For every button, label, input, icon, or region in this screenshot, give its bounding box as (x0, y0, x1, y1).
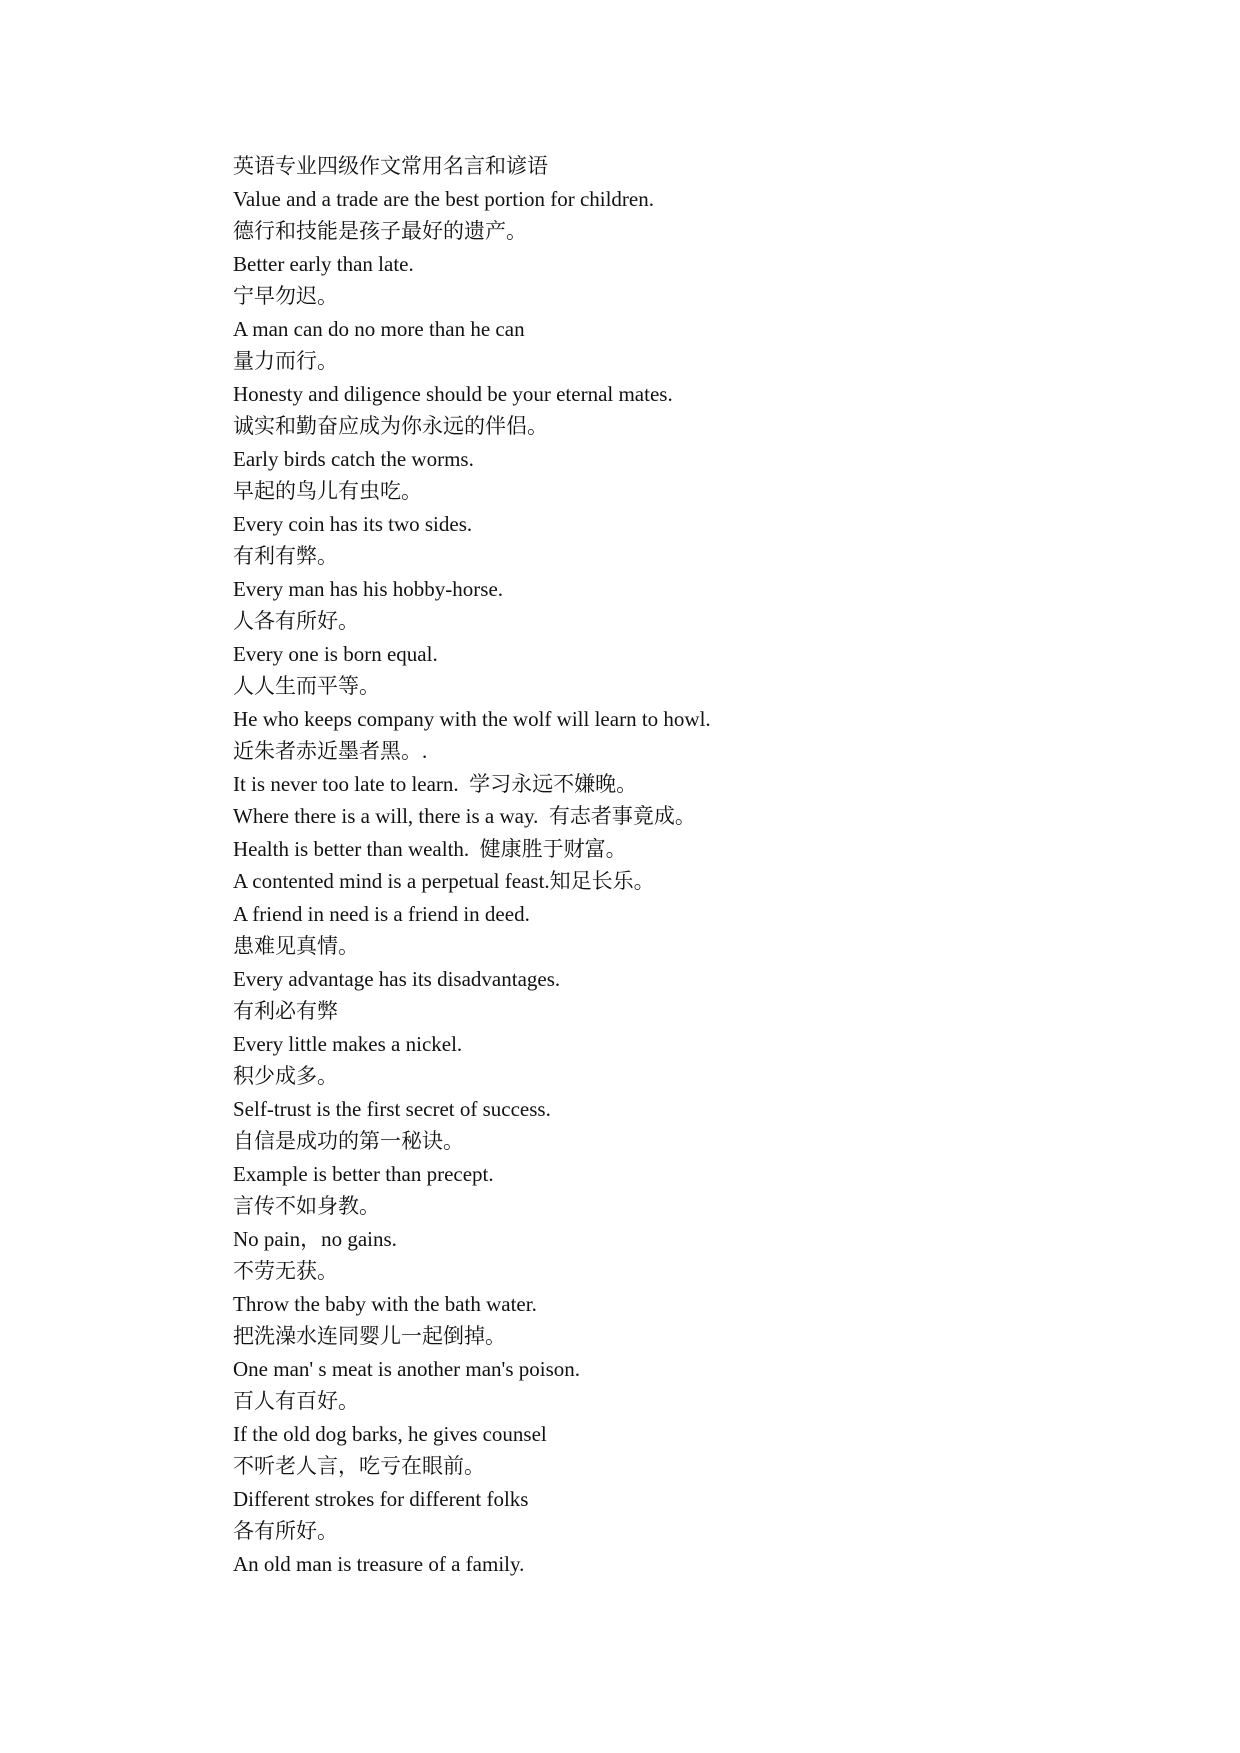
text-line: 德行和技能是孩子最好的遗产。 (233, 219, 527, 243)
text-line: 百人有百好。 (233, 1389, 359, 1413)
text-line: A contented mind is a perpetual feast.知足长乐。 (233, 869, 655, 893)
text-line: Different strokes for different folks (233, 1486, 529, 1511)
text-line: Every man has his hobby-horse. (233, 576, 504, 601)
text-line: One man' s meat is another man's poison. (233, 1356, 581, 1381)
text-line: 不听老人言，吃亏在眼前。 (233, 1454, 485, 1478)
text-line: Every advantage has its disadvantages. (233, 966, 561, 991)
text-line: 有利必有弊 (233, 999, 338, 1023)
text-line: A friend in need is a friend in deed. (233, 901, 530, 926)
text-line: 积少成多。 (233, 1064, 338, 1088)
document-title: 英语专业四级作文常用名言和谚语 (233, 154, 548, 178)
text-line: 量力而行。 (233, 349, 338, 373)
text-line: Health is better than wealth. 健康胜于财富。 (233, 836, 627, 861)
text-line: 不劳无获。 (233, 1259, 338, 1283)
text-line: Where there is a will, there is a way. 有志者事竟成。 (233, 804, 696, 828)
text-line: He who keeps company with the wolf will learn to howl. (233, 706, 711, 731)
text-line: No pain，no gains. (233, 1226, 397, 1251)
text-line: 人人生而平等。 (233, 674, 380, 698)
text-line: Example is better than precept. (233, 1161, 494, 1186)
text-line: Early birds catch the worms. (233, 446, 474, 471)
text-line: Every little makes a nickel. (233, 1031, 463, 1056)
text-line: Better early than late. (233, 251, 414, 276)
text-line: Every coin has its two sides. (233, 511, 473, 536)
text-line: Value and a trade are the best portion for children. (233, 186, 654, 211)
text-line: A man can do no more than he can (233, 316, 525, 341)
text-line: An old man is treasure of a family. (233, 1551, 525, 1576)
text-line: 诚实和勤奋应成为你永远的伴侣。 (233, 414, 548, 438)
text-line: 宁早勿迟。 (233, 284, 338, 308)
text-line: 把洗澡水连同婴儿一起倒掉。 (233, 1324, 506, 1348)
text-line: 早起的鸟儿有虫吃。 (233, 479, 422, 503)
text-line: It is never too late to learn. 学习永远不嫌晚。 (233, 771, 638, 796)
text-line: 言传不如身教。 (233, 1194, 380, 1218)
text-line: Self-trust is the first secret of success. (233, 1096, 551, 1121)
text-line: 有利有弊。 (233, 544, 338, 568)
text-line: 人各有所好。 (233, 609, 359, 633)
text-line: 自信是成功的第一秘诀。 (233, 1129, 464, 1153)
document-body (233, 150, 1133, 1580)
text-line: 各有所好。 (233, 1519, 338, 1543)
text-line: If the old dog barks, he gives counsel (233, 1421, 547, 1446)
text-line: Every one is born equal. (233, 641, 438, 666)
text-line: 患难见真情。 (233, 934, 359, 958)
text-line: 近朱者赤近墨者黑。. (233, 739, 428, 763)
text-line: Throw the baby with the bath water. (233, 1291, 537, 1316)
text-line: Honesty and diligence should be your eternal mates. (233, 381, 673, 406)
